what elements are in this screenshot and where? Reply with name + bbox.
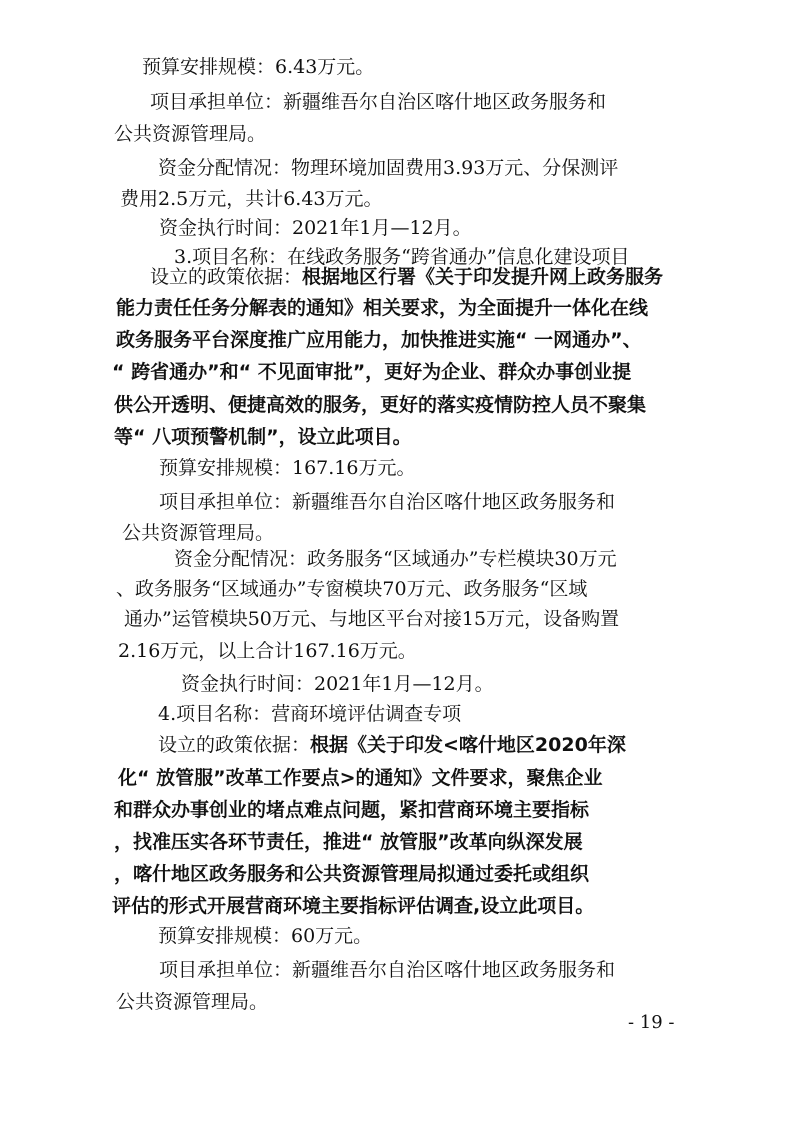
policy-paragraph-line: 能力责任任务分解表的通知》相关要求，为全面提升一体化在线 bbox=[116, 297, 649, 319]
policy-paragraph-line: 和群众办事创业的堵点难点问题，紧扣营商环境主要指标 bbox=[114, 799, 590, 821]
policy-basis-line bbox=[150, 265, 663, 289]
project-unit-line: 项目承担单位：新疆维吾尔自治区喀什地区政务服务和 bbox=[159, 959, 616, 981]
project-unit-line-cont: 公共资源管理局。 bbox=[122, 522, 275, 544]
policy-basis-text: 根据地区行署《关于印发提升网上政务服务 bbox=[302, 266, 664, 288]
project-unit-line: 项目承担单位：新疆维吾尔自治区喀什地区政务服务和 bbox=[150, 91, 607, 113]
budget-scale-line: 预算安排规模：60万元。 bbox=[158, 925, 373, 947]
project-unit-line: 项目承担单位：新疆维吾尔自治区喀什地区政务服务和 bbox=[159, 491, 616, 513]
project-unit-line-cont: 公共资源管理局。 bbox=[116, 991, 269, 1013]
project-4-title: 4.项目名称：营商环境评估调查专项 bbox=[158, 703, 462, 725]
policy-basis-label: 设立的政策依据： bbox=[158, 734, 311, 756]
fund-allocation-line: 资金分配情况：政务服务“区域通办”专栏模块30万元 bbox=[174, 548, 617, 570]
project-3-title: 3.项目名称：在线政务服务“跨省通办”信息化建设项目 bbox=[174, 246, 630, 268]
policy-paragraph-line: “ 跨省通办”和“ 不见面审批”，更好为企业、群众办事创业提 bbox=[112, 361, 632, 383]
project-unit-line-cont: 公共资源管理局。 bbox=[114, 123, 267, 145]
policy-paragraph-line: ，找准压实各环节责任，推进“ 放管服”改革向纵深发展 bbox=[114, 831, 583, 853]
policy-paragraph-line: ，喀什地区政务服务和公共资源管理局拟通过委托或组织 bbox=[114, 863, 590, 885]
budget-scale-line: 预算安排规模：167.16万元。 bbox=[159, 457, 416, 479]
policy-paragraph-line: 化“ 放管服”改革工作要点>的通知》文件要求，聚焦企业 bbox=[118, 767, 603, 789]
policy-paragraph-line: 等“ 八项预警机制”，设立此项目。 bbox=[114, 426, 412, 448]
fund-execution-line: 资金执行时间：2021年1月—12月。 bbox=[181, 673, 494, 695]
policy-basis-label: 设立的政策依据： bbox=[150, 266, 303, 288]
fund-execution-line: 资金执行时间：2021年1月—12月。 bbox=[159, 217, 472, 239]
policy-paragraph-line: 供公开透明、便捷高效的服务，更好的落实疫情防控人员不聚集 bbox=[114, 394, 647, 416]
fund-allocation-line-cont: 通办”运管模块50万元、与地区平台对接15万元，设备购置 bbox=[124, 608, 620, 630]
fund-allocation-line-cont: 费用2.5万元，共计6.43万元。 bbox=[120, 188, 383, 210]
budget-scale-line: 预算安排规模：6.43万元。 bbox=[142, 56, 375, 78]
policy-basis-line bbox=[158, 733, 626, 757]
fund-allocation-line-cont: 2.16万元，以上合计167.16万元。 bbox=[118, 640, 417, 662]
policy-paragraph-line: 评估的形式开展营商环境主要指标评估调查,设立此项目。 bbox=[112, 895, 595, 917]
policy-paragraph-line: 政务服务平台深度推广应用能力，加快推进实施“ 一网通办”、 bbox=[116, 329, 642, 351]
fund-allocation-line-cont: 、政务服务“区域通办”专窗模块70万元、政务服务“区域 bbox=[116, 578, 588, 600]
fund-allocation-line: 资金分配情况：物理环境加固费用3.93万元、分保测评 bbox=[158, 157, 619, 179]
page-number: - 19 - bbox=[628, 1012, 675, 1033]
policy-basis-text: 根据《关于印发<喀什地区2020年深 bbox=[310, 734, 626, 756]
